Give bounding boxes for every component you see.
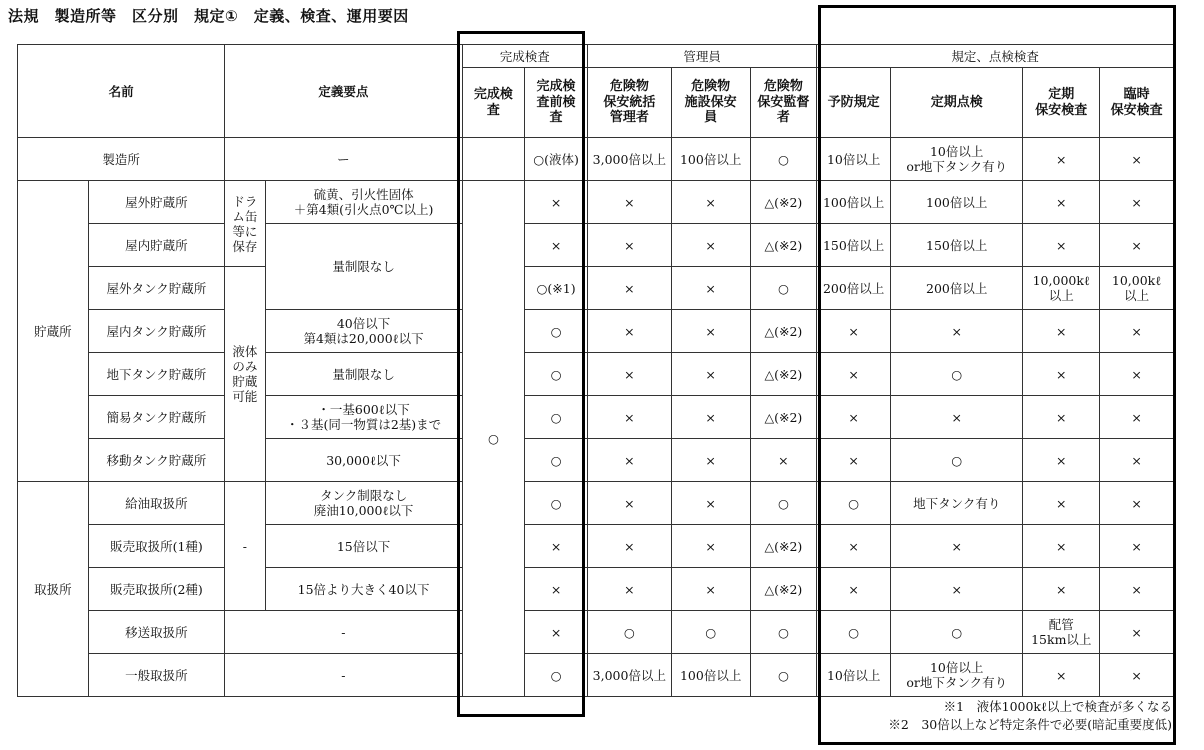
general-manager-cell: × [587, 396, 671, 439]
general-manager-cell: × [587, 482, 671, 525]
periodic-inspection-cell [891, 138, 1023, 181]
cell-line: 保存 [232, 238, 258, 254]
cell-line: 10倍以上 [929, 660, 984, 675]
header-name: 名前 [18, 45, 225, 138]
temporary-security-cell [1100, 568, 1174, 611]
prevention-rules-cell: × [817, 310, 891, 353]
cell-line: 液体 [232, 344, 258, 359]
row-name: 地下タンク貯蔵所 [88, 353, 224, 396]
facility-officer-cell: × [671, 568, 750, 611]
pre-completion-cell: ○ [525, 654, 588, 697]
cell-line: 完成検 [473, 86, 513, 102]
header-definition: 定義要点 [225, 45, 462, 138]
row-name: 屋内タンク貯蔵所 [88, 310, 224, 353]
supervisor-cell: △(※2) [750, 353, 817, 396]
prevention-rules-cell: × [817, 439, 891, 482]
pre-completion-cell: ○ [525, 353, 588, 396]
general-manager-cell: × [587, 439, 671, 482]
prevention-rules-cell: × [817, 568, 891, 611]
supervisor-cell: △(※2) [750, 568, 817, 611]
cell-line: × [951, 538, 962, 554]
table-row [18, 181, 1174, 224]
cell-line: ○ [951, 624, 963, 640]
cell-line: のみ [232, 359, 258, 374]
row-definition [265, 181, 462, 224]
supervisor-cell: ○ [750, 267, 817, 310]
cell-line: 査 [549, 110, 563, 126]
cell-line: 30,000ℓ以下 [326, 452, 401, 468]
temporary-security-cell [1100, 611, 1174, 654]
cell-line: ・３基(同一物質は2基)まで [285, 417, 442, 432]
prevention-rules-cell: × [817, 396, 891, 439]
cell-line: タンク制限なし [319, 488, 408, 503]
cell-line: 第4類は20,000ℓ以下 [303, 331, 424, 346]
temporary-security-cell [1100, 353, 1174, 396]
cell-line: 10倍以上 [929, 144, 984, 159]
cell-line: 等に [232, 223, 258, 239]
facility-officer-cell: 100倍以上 [671, 654, 750, 697]
cell-line: ドラ [232, 193, 258, 209]
group-drum-storage [225, 181, 265, 267]
row-definition [265, 396, 462, 439]
header-periodic-security-inspection [1023, 68, 1100, 138]
cell-line: × [1131, 194, 1142, 210]
cell-line: 以上 [1048, 288, 1074, 303]
cell-line: 員 [704, 110, 718, 126]
facility-officer-cell: ○ [671, 611, 750, 654]
cell-line: × [951, 409, 962, 425]
pre-completion-cell: × [525, 181, 588, 224]
periodic-security-cell [1023, 138, 1100, 181]
cell-line: × [1056, 452, 1067, 468]
regulation-table [17, 44, 1174, 697]
completion-inspection-all: ○ [462, 181, 525, 697]
row-definition [265, 525, 462, 568]
periodic-security-cell [1023, 267, 1100, 310]
table-row [18, 138, 1174, 181]
cell-line: 10,000kℓ [1032, 273, 1090, 288]
pre-completion-cell: × [525, 224, 588, 267]
cell-line: × [951, 323, 962, 339]
periodic-security-cell [1023, 224, 1100, 267]
pre-completion-cell: ○ [525, 310, 588, 353]
table-row [18, 310, 1174, 353]
header-prevention-rules: 予防規定 [817, 68, 891, 138]
facility-officer-cell: × [671, 267, 750, 310]
table-row [18, 224, 1174, 267]
cell-line: - [341, 667, 346, 683]
general-manager-cell: × [587, 310, 671, 353]
facility-officer-cell: × [671, 181, 750, 224]
supervisor-cell: ○ [750, 138, 817, 181]
cell-line: 貯蔵 [232, 374, 258, 389]
row-definition [225, 611, 462, 654]
cell-line: 硫黄、引火性固体 [313, 187, 414, 202]
prevention-rules-cell: × [817, 353, 891, 396]
cell-line: ○ [951, 452, 963, 468]
periodic-inspection-cell [891, 439, 1023, 482]
row-definition [265, 439, 462, 482]
periodic-inspection-cell [891, 482, 1023, 525]
supervisor-cell: △(※2) [750, 525, 817, 568]
row-definition [225, 138, 462, 181]
cell-line: 完成検 [536, 79, 576, 95]
row-definition [225, 654, 462, 697]
cell-line: × [1131, 495, 1142, 511]
periodic-security-cell [1023, 525, 1100, 568]
cell-line: 施設保安 [684, 94, 737, 110]
header-facility-security-officer [671, 68, 750, 138]
table-row [18, 396, 1174, 439]
cell-line: × [1056, 151, 1067, 167]
table-row [18, 267, 1174, 310]
general-manager-cell: ○ [587, 611, 671, 654]
group-handling-sub: - [225, 482, 265, 611]
periodic-inspection-cell [891, 267, 1023, 310]
periodic-security-cell [1023, 482, 1100, 525]
facility-officer-cell: 100倍以上 [671, 138, 750, 181]
cell-line: × [1131, 667, 1142, 683]
cell-line: × [1056, 667, 1067, 683]
cell-line: 危険物 [609, 79, 649, 95]
prevention-rules-cell: 150倍以上 [817, 224, 891, 267]
supervisor-cell: △(※2) [750, 224, 817, 267]
cell-line: 以上 [1124, 288, 1150, 303]
cell-line: × [1131, 624, 1142, 640]
table-row [18, 568, 1174, 611]
cell-line: 15倍以下 [336, 538, 391, 554]
cell-line: 40倍以下 [336, 316, 391, 331]
pre-completion-cell: ○(液体) [525, 138, 588, 181]
general-manager-cell: × [587, 353, 671, 396]
cell-line: 者 [776, 110, 790, 126]
cell-line: × [1131, 409, 1142, 425]
general-manager-cell: × [587, 181, 671, 224]
cell-line: × [1131, 151, 1142, 167]
cell-line: 保安検査 [1110, 102, 1163, 118]
prevention-rules-cell: ○ [817, 611, 891, 654]
cell-line: ー [337, 151, 350, 167]
supervisor-cell: △(※2) [750, 396, 817, 439]
cell-line: or地下タンク有り [906, 159, 1008, 174]
cell-line: 廃油10,000ℓ以下 [313, 503, 414, 518]
cell-line: 地下タンク有り [913, 495, 1001, 511]
header-pre-completion-inspection [525, 68, 588, 138]
temporary-security-cell [1100, 482, 1174, 525]
prevention-rules-cell: ○ [817, 482, 891, 525]
cell-line: 配管 [1048, 617, 1074, 632]
cell-line: × [1131, 366, 1142, 382]
cell-line: × [1056, 323, 1067, 339]
row-definition [265, 482, 462, 525]
row-name: 一般取扱所 [88, 654, 224, 697]
periodic-security-cell [1023, 439, 1100, 482]
cell-line: ＋第4類(引火点0℃以上) [293, 202, 434, 217]
pre-completion-cell: × [525, 611, 588, 654]
row-definition [265, 568, 462, 611]
facility-officer-cell: × [671, 396, 750, 439]
row-name: 屋内貯蔵所 [88, 224, 224, 267]
periodic-security-cell [1023, 181, 1100, 224]
cell-line: × [1131, 452, 1142, 468]
cell-line: × [1131, 538, 1142, 554]
facility-officer-cell: × [671, 224, 750, 267]
cell-line: ・一基600ℓ以下 [317, 402, 410, 417]
prevention-rules-cell: × [817, 525, 891, 568]
temporary-security-cell [1100, 310, 1174, 353]
temporary-security-cell [1100, 439, 1174, 482]
temporary-security-cell [1100, 267, 1174, 310]
row-definition [265, 310, 462, 353]
cell-line: × [1131, 581, 1142, 597]
cell-line: × [1056, 538, 1067, 554]
header-security-supervisor [750, 68, 817, 138]
header-periodic-inspection: 定期点検 [891, 68, 1023, 138]
row-name: 移送取扱所 [88, 611, 224, 654]
cell-line: × [1056, 237, 1067, 253]
completion-inspection-cell [462, 138, 525, 181]
row-name: 販売取扱所(1種) [88, 525, 224, 568]
page-title: 法規 製造所等 区分別 規定① 定義、検査、運用要因 [8, 7, 409, 25]
cell-line: 保安統括 [603, 94, 656, 110]
supervisor-cell: △(※2) [750, 310, 817, 353]
group-liquid-only [225, 267, 265, 482]
general-manager-cell: × [587, 525, 671, 568]
header-completion-inspection [462, 68, 525, 138]
cell-line: × [1056, 495, 1067, 511]
periodic-security-cell [1023, 353, 1100, 396]
table-row [18, 611, 1174, 654]
supervisor-cell: ○ [750, 482, 817, 525]
cell-line: 臨時 [1123, 86, 1150, 102]
cell-line: 15km以上 [1031, 632, 1092, 647]
row-name: 屋外タンク貯蔵所 [88, 267, 224, 310]
prevention-rules-cell: 10倍以上 [817, 138, 891, 181]
cell-line: × [1131, 237, 1142, 253]
cell-line: ム缶 [232, 208, 258, 224]
periodic-inspection-cell [891, 396, 1023, 439]
table-row [18, 482, 1174, 525]
cell-line: 100倍以上 [926, 194, 988, 210]
periodic-inspection-cell [891, 525, 1023, 568]
header-group-completion: 完成検査 [462, 45, 587, 68]
cell-line: 査 [486, 102, 500, 118]
table-row [18, 525, 1174, 568]
general-manager-cell: 3,000倍以上 [587, 654, 671, 697]
header-group-managers: 管理員 [587, 45, 816, 68]
cell-line: 保安検査 [1035, 102, 1088, 118]
row-name: 簡易タンク貯蔵所 [88, 396, 224, 439]
periodic-inspection-cell [891, 353, 1023, 396]
row-name: 販売取扱所(2種) [88, 568, 224, 611]
cell-line: × [1056, 409, 1067, 425]
general-manager-cell: × [587, 568, 671, 611]
periodic-inspection-cell [891, 568, 1023, 611]
periodic-security-cell [1023, 654, 1100, 697]
group-handling: 取扱所 [18, 482, 89, 697]
group-storage: 貯蔵所 [18, 181, 89, 482]
supervisor-cell: △(※2) [750, 181, 817, 224]
facility-officer-cell: × [671, 439, 750, 482]
cell-line: ○ [951, 366, 963, 382]
temporary-security-cell [1100, 396, 1174, 439]
row-name: 製造所 [18, 138, 225, 181]
periodic-inspection-cell [891, 181, 1023, 224]
cell-line: 保安監督 [757, 94, 810, 110]
periodic-security-cell [1023, 568, 1100, 611]
cell-line: 管理者 [609, 110, 649, 126]
pre-completion-cell: × [525, 525, 588, 568]
table-row [18, 353, 1174, 396]
header-general-security-manager [587, 68, 671, 138]
prevention-rules-cell: 100倍以上 [817, 181, 891, 224]
temporary-security-cell [1100, 138, 1174, 181]
supervisor-cell: ○ [750, 611, 817, 654]
facility-officer-cell: × [671, 310, 750, 353]
footnote-1: ※1 液体1000kℓ以上で検査が多くなる [943, 699, 1172, 714]
pre-completion-cell: × [525, 568, 588, 611]
periodic-security-cell [1023, 396, 1100, 439]
cell-line: × [1131, 323, 1142, 339]
cell-line: 10,00kℓ [1111, 273, 1162, 288]
table-row [18, 654, 1174, 697]
cell-line: 危険物 [691, 79, 731, 95]
cell-line: or地下タンク有り [906, 675, 1008, 690]
row-name: 給油取扱所 [88, 482, 224, 525]
header-group-rules: 規定、点検検査 [817, 45, 1174, 68]
periodic-security-cell [1023, 310, 1100, 353]
footnotes [888, 698, 1172, 734]
header-temporary-security-inspection [1100, 68, 1174, 138]
prevention-rules-cell: 10倍以上 [817, 654, 891, 697]
periodic-inspection-cell [891, 224, 1023, 267]
row-name: 移動タンク貯蔵所 [88, 439, 224, 482]
cell-line: 量制限なし [332, 259, 395, 274]
supervisor-cell: ○ [750, 654, 817, 697]
cell-line: 定期 [1048, 86, 1075, 102]
pre-completion-cell: ○(※1) [525, 267, 588, 310]
temporary-security-cell [1100, 654, 1174, 697]
pre-completion-cell: ○ [525, 396, 588, 439]
temporary-security-cell [1100, 525, 1174, 568]
prevention-rules-cell: 200倍以上 [817, 267, 891, 310]
cell-line: × [1056, 366, 1067, 382]
facility-officer-cell: × [671, 353, 750, 396]
temporary-security-cell [1100, 181, 1174, 224]
cell-line: 査前検 [536, 94, 576, 110]
facility-officer-cell: × [671, 525, 750, 568]
periodic-security-cell [1023, 611, 1100, 654]
cell-line: 150倍以上 [926, 237, 988, 253]
cell-line: 可能 [232, 389, 258, 404]
facility-officer-cell: × [671, 482, 750, 525]
cell-line: 危険物 [763, 79, 803, 95]
temporary-security-cell [1100, 224, 1174, 267]
cell-line: × [1056, 581, 1067, 597]
cell-line: 量制限なし [332, 366, 395, 382]
cell-line: 200倍以上 [926, 280, 988, 296]
supervisor-cell: × [750, 439, 817, 482]
row-definition [265, 224, 462, 310]
general-manager-cell: 3,000倍以上 [587, 138, 671, 181]
cell-line: × [1056, 194, 1067, 210]
cell-line: 15倍より大きく40以下 [297, 581, 430, 597]
row-name: 屋外貯蔵所 [88, 181, 224, 224]
general-manager-cell: × [587, 224, 671, 267]
periodic-inspection-cell [891, 654, 1023, 697]
periodic-inspection-cell [891, 611, 1023, 654]
table-row [18, 439, 1174, 482]
row-definition [265, 353, 462, 396]
pre-completion-cell: ○ [525, 439, 588, 482]
cell-line: × [951, 581, 962, 597]
periodic-inspection-cell [891, 310, 1023, 353]
general-manager-cell: × [587, 267, 671, 310]
footnote-2: ※2 30倍以上など特定条件で必要(暗記重要度低) [888, 717, 1172, 733]
cell-line: - [341, 624, 346, 640]
pre-completion-cell: ○ [525, 482, 588, 525]
